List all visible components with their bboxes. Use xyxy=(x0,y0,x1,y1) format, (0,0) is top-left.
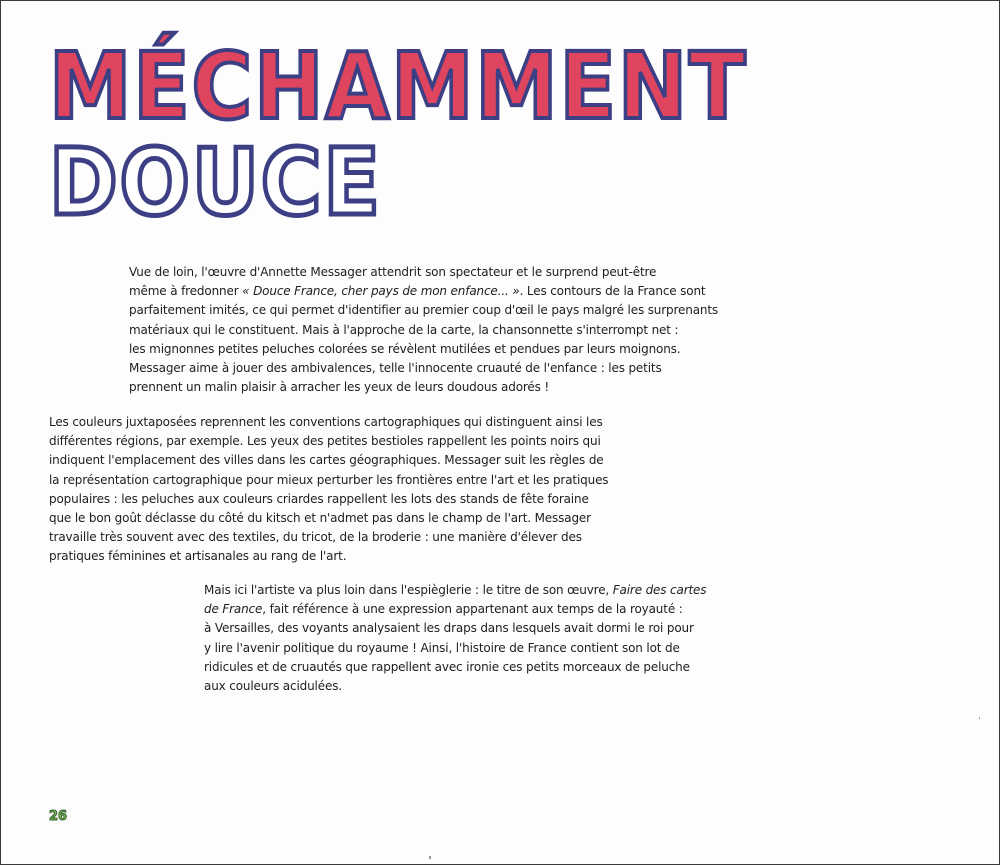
artwork-title-part1: Faire des cartes xyxy=(612,583,707,597)
text-line: à Versailles, des voyants analysaient les draps dans lesquels avait dormi le roi pour xyxy=(204,621,694,636)
paragraph-cartography xyxy=(49,413,608,567)
text-line: pratiques féminines et artisanales au rang de l'art. xyxy=(49,549,347,564)
text-line: ridicules et de cruautés que rappellent avec ironie ces petits morceaux de peluche xyxy=(204,659,690,674)
paragraph-intro xyxy=(129,263,718,397)
title-line-douce: DOUCE xyxy=(49,129,382,236)
text-line: la représentation cartographique pour mieux perturber les frontières entre l'art et les pratiques xyxy=(49,472,609,487)
text-line: prennent un malin plaisir à arracher les yeux de leurs doudous adorés ! xyxy=(129,380,550,395)
text-line: parfaitement imités, ce qui permet d'identifier au premier coup d'œil le pays malgré les surprenants xyxy=(129,303,719,318)
page-number: 26 xyxy=(49,809,68,824)
text-line: matériaux qui le constituent. Mais à l'approche de la carte, la chansonnette s'interrompt net : xyxy=(129,322,679,337)
title-line-mechamment: MÉCHAMMENT xyxy=(49,33,748,140)
artwork-title-part2: de France xyxy=(204,602,263,617)
song-quote: « Douce France, cher pays de mon enfance... » xyxy=(242,284,520,299)
text-line: différentes régions, par exemple. Les yeux des petites bestioles rappellent les points noirs qui xyxy=(49,434,601,449)
text-line: de France, fait référence à une expression appartenant aux temps de la royauté : xyxy=(204,602,683,617)
text-line: même à fredonner « Douce France, cher pays de mon enfance... ». Les contours de la France sont xyxy=(129,284,706,299)
print-speck xyxy=(979,717,980,719)
text-line: Messager aime à jouer des ambivalences, telle l'innocente cruauté de l'enfance : les petits xyxy=(129,361,662,376)
text-line: Les couleurs juxtaposées reprennent les conventions cartographiques qui distinguent ainsi les xyxy=(49,415,603,429)
text-line: travaille très souvent avec des textiles, du tricot, de la broderie : une manière d'élever des xyxy=(49,530,582,545)
text-line: que le bon goût déclasse du côté du kitsch et n'admet pas dans le champ de l'art. Messager xyxy=(49,511,591,526)
text-line: indiquent l'emplacement des villes dans les cartes géographiques. Messager suit les règles de xyxy=(49,453,604,468)
text-line: Vue de loin, l'œuvre d'Annette Messager attendrit son spectateur et le surprend peut-être xyxy=(129,265,657,279)
print-speck xyxy=(429,856,431,859)
text-line: populaires : les peluches aux couleurs criardes rappellent les lots des stands de fête foraine xyxy=(49,491,589,506)
text-line: Mais ici l'artiste va plus loin dans l'espièglerie : le titre de son œuvre, Faire des cartes xyxy=(204,583,707,597)
text-line: les mignonnes petites peluches colorées se révèlent mutilées et pendues par leurs moignons. xyxy=(129,341,681,356)
paragraph-royalty xyxy=(204,581,706,696)
text-line: y lire l'avenir politique du royaume ! Ainsi, l'histoire de France contient son lot de xyxy=(204,640,680,655)
text-line: aux couleurs acidulées. xyxy=(204,679,342,694)
